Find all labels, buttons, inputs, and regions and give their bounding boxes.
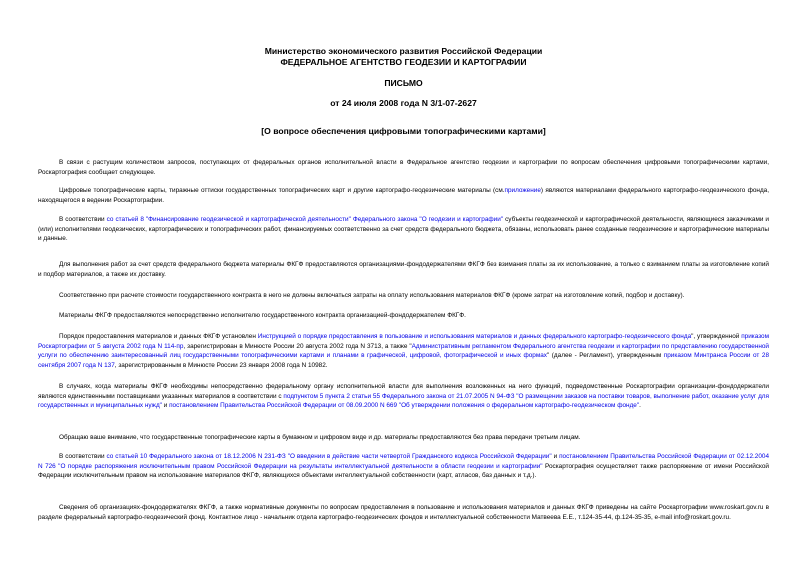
text: В соответствии	[59, 216, 107, 223]
link-instruction[interactable]: Инструкцией о порядке предоставления в пользование и использования материалов и данных федерального картографо-геодезического фонда	[257, 333, 692, 340]
link-law-94fz[interactable]: подпунктом 5 пункта 2 статьи 55 Федерального закона от 21.07.2005 N 94-ФЗ "О размещении заказов на поставки товаров, выполнение работ, оказание услуг для государственных и муниципальных нужд"	[38, 392, 769, 410]
paragraph-10	[38, 452, 769, 481]
text: Порядок предоставления материалов и данных ФКГФ установлен	[59, 333, 258, 340]
link-article-8[interactable]: со статьей 8 "Финансирование геодезической и картографической деятельности" Федерального закона "О геодезии и картографии"	[106, 216, 504, 223]
text: Материалы ФКГФ предоставляются непосредственно исполнителю государственного контракта организацией-фондодержателем ФКГФ.	[59, 312, 466, 319]
text: ) являются материалами федерального картографо-геодезического фонда, находящегося в ведении Роскартографии.	[38, 187, 770, 204]
paragraph-5	[38, 291, 769, 301]
text: Сведения об организациях-фондодержателях ФКГФ, а также нормативные документы по вопросам предоставления в пользование и использования материалов и данных ФКГФ приведены на сайте Роскартографии www.roskart.gov.ru в разделе федеральный картографо-геодезический фонд. Контактное лицо - начальник отдела картографо-геодезических фондов и интеллектуальной собственности Матвеева Е.Е., т.124-35-44, ф.124-35-35, e-mail info@roskart.gov.ru.	[38, 504, 769, 521]
paragraph-8	[38, 382, 769, 411]
text: и	[551, 453, 560, 460]
paragraph-11	[38, 503, 769, 522]
paragraph-6	[38, 311, 769, 321]
link-appendix[interactable]: приложение	[504, 187, 541, 194]
link-resolution-669[interactable]: постановлением Правительства Российской Федерации от 08.09.2000 N 669 "Об утверждении положения о федеральном картографо-геодезическом фонде"	[169, 402, 640, 410]
text: и	[161, 402, 170, 410]
text: ", утвержденной	[691, 333, 742, 340]
document-date-number: от 24 июля 2008 года N 3/1-07-2627	[330, 98, 477, 108]
text: , зарегистрированным в Минюсте России 23 января 2008 года N 10982.	[114, 362, 328, 370]
text: В соответствии	[59, 453, 107, 460]
link-order-137[interactable]: приказом Минтранса России от 28 сентября 2007 года N 137	[38, 352, 769, 370]
text: Для выполнения работ за счет средств федерального бюджета материалы ФКГФ предоставляются организациями-фондодержателями ФКГФ без взимания платы за их использование, а только с взиманием платы за изготовление копий и подбор материалов, а также их доставку.	[38, 261, 769, 278]
document-subject: [О вопросе обеспечения цифровыми топографическими картами]	[261, 126, 546, 136]
agency-name: ФЕДЕРАЛЬНОЕ АГЕНТСТВО ГЕОДЕЗИИ И КАРТОГРАФИИ	[280, 57, 527, 67]
text: , зарегистрирован в Минюсте России 20 августа 2002 года N 3713, а также "	[183, 342, 412, 350]
text: Обращаю ваше внимание, что государственные топографические карты в бумажном и цифровом виде и др. материалы предоставляются без права передачи третьим лицам.	[59, 434, 581, 441]
link-resolution-726[interactable]: постановлением Правительства Российской Федерации от 02.12.2004 N 726 "О порядке распоряжения исключительным правом Российской Федерации на результаты интеллектуальной деятельности в области геодезии и картографии"	[38, 453, 770, 470]
paragraph-4	[38, 260, 769, 279]
text: Цифровые топографические карты, тиражные оттиски государственных топографических карт и другие картографо-геодезические материалы (см.	[59, 187, 505, 194]
ministry-name: Министерство экономического развития Российской Федерации	[264, 46, 543, 56]
paragraph-7	[38, 332, 769, 371]
paragraph-9	[38, 433, 769, 443]
text: Роскартография осуществляет также распоряжение от имени Российской Федерации исключительным правом на использование материалов ФКГФ, являющихся объектами интеллектуальной собственности (карт, атласов, баз данных и т.д.).	[38, 462, 769, 480]
text: " (далее - Регламент), утвержденным	[547, 352, 664, 360]
link-order-114[interactable]: приказом Роскартографии от 5 августа 2002 года N 114-пр	[38, 333, 769, 350]
text: .	[639, 402, 641, 410]
text: В связи с растущим количеством запросов, поступающих от федеральных органов исполнительной власти в Федеральное агентство геодезии и картографии по вопросам обеспечения цифровыми топографическими картами, Роскартография сообщает следующее.	[38, 159, 769, 176]
paragraph-3	[38, 215, 769, 244]
document-type: ПИСЬМО	[384, 78, 423, 88]
text: субъекты геодезической и картографической деятельности, являющиеся заказчиками и (или) исполнителями геодезических, картографических и топографических работ, финансируемых соответственно за счет средств федерального бюджета, обязаны, использовать ранее созданные геодезические и картографические материалы и данные.	[38, 216, 769, 243]
paragraph-1	[38, 158, 769, 177]
link-law-231fz[interactable]: со статьей 10 Федерального закона от 18.12.2006 N 231-ФЗ "О введении в действие части четвертой Гражданского кодекса Российской Федерации"	[106, 453, 552, 460]
text: Соответственно при расчете стоимости государственного контракта в него не должны включаться затраты на оплату использования материалов ФКГФ (кроме затрат на изготовление копий, подбор и доставку).	[59, 292, 685, 299]
link-regulation[interactable]: Административным регламентом Федерального агентства геодезии и картографии по представлению государственной услуги по обеспечению заинтересованный лиц государственными топографическими картами и планами в графической, цифровой, фотографической и иных формах	[38, 342, 770, 360]
paragraph-2	[38, 186, 769, 205]
text: В случаях, когда материалы ФКГФ необходимы непосредственно федеральному органу исполнительной власти для выполнения возложенных на него функций, подведомственные Роскартографии организации-фондодержатели являются единственными поставщиками указанных материалов в соответствии с	[38, 383, 769, 400]
